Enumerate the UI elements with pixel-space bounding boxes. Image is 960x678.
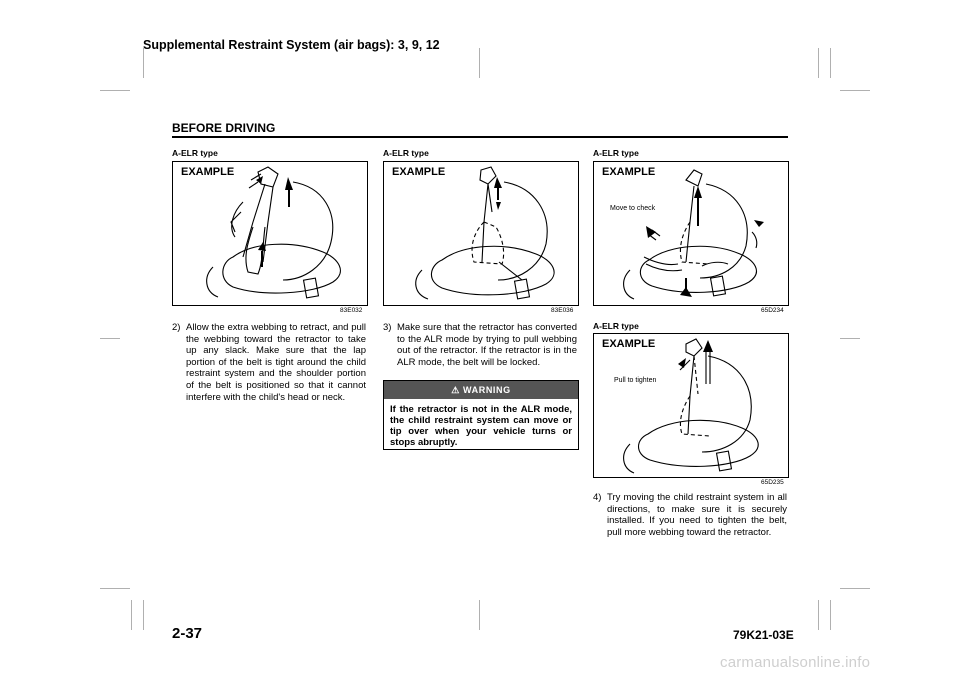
seat-belt-illustration [173,162,367,305]
figure-caption: A-ELR type [593,148,639,158]
document-code: 79K21-03E [733,628,794,642]
running-title: Supplemental Restraint System (air bags): 3, 9, 12 [143,38,440,52]
seat-belt-illustration [384,162,578,305]
figure-annotation: Pull to tighten [614,377,657,384]
crop-mark [818,48,819,78]
step-paragraph [172,322,366,403]
warning-text: If the retractor is not in the ALR mode, the child restraint system can move or tip over when your vehicle turns or stops abruptly. [390,404,572,448]
step-number: 2) [172,322,181,333]
step-paragraph [383,322,577,368]
crop-mark [830,48,831,78]
example-label: EXAMPLE [392,166,446,178]
seat-movement-illustration [594,162,788,305]
warning-title: WARNING [463,385,511,395]
seat-belt-tighten-illustration [594,334,788,477]
figure-caption: A-ELR type [593,321,639,331]
crop-mark [131,600,132,630]
step-paragraph [593,492,787,538]
figure-id: 65D235 [761,479,784,486]
crop-mark [818,600,819,630]
figure-id: 83E032 [340,307,363,314]
page-number: 2-37 [172,625,203,642]
crop-mark [830,600,831,630]
warning-box [383,380,579,450]
figure-caption: A-ELR type [172,148,218,158]
step-number: 3) [383,322,392,333]
crop-mark [479,48,480,78]
crop-mark [840,338,860,339]
warning-header [384,381,578,399]
step-text: Try moving the child restraint system in all directions, to make sure it is securely installed. If you need to tighten the belt, pull more webbing toward the retractor. [607,492,787,538]
crop-mark [143,600,144,630]
warning-triangle-icon: ⚠ [451,385,464,395]
crop-mark [100,338,120,339]
figure-illustration [383,161,579,306]
figure-illustration [593,333,789,478]
step-text: Make sure that the retractor has converted to the ALR mode by trying to pull webbing out of the retractor. If the retractor is in the ALR mode, the belt will be locked. [397,322,577,368]
section-title: BEFORE DRIVING [172,121,276,135]
crop-mark [143,48,144,78]
figure-illustration [172,161,368,306]
figure-id: 65D234 [761,307,784,314]
crop-mark [840,588,870,589]
crop-mark [100,90,130,91]
example-label: EXAMPLE [181,166,235,178]
example-label: EXAMPLE [602,166,656,178]
figure-illustration [593,161,789,306]
example-label: EXAMPLE [602,338,656,350]
figure-caption: A-ELR type [383,148,429,158]
figure-id: 83E036 [551,307,574,314]
figure-annotation: Move to check [610,205,656,212]
crop-mark [840,90,870,91]
step-text: Allow the extra webbing to retract, and pull the webbing toward the retractor to take up any slack. Make sure that the lap portion of the belt is tight around the child restraint system and the shoulder portion of the belt is positioned so that it cannot interfere with the child's head or neck. [186,322,366,403]
header-rule [172,136,788,138]
crop-mark [100,588,130,589]
crop-mark [479,600,480,630]
step-number: 4) [593,492,602,503]
watermark: carmanualsonline.info [720,654,871,671]
